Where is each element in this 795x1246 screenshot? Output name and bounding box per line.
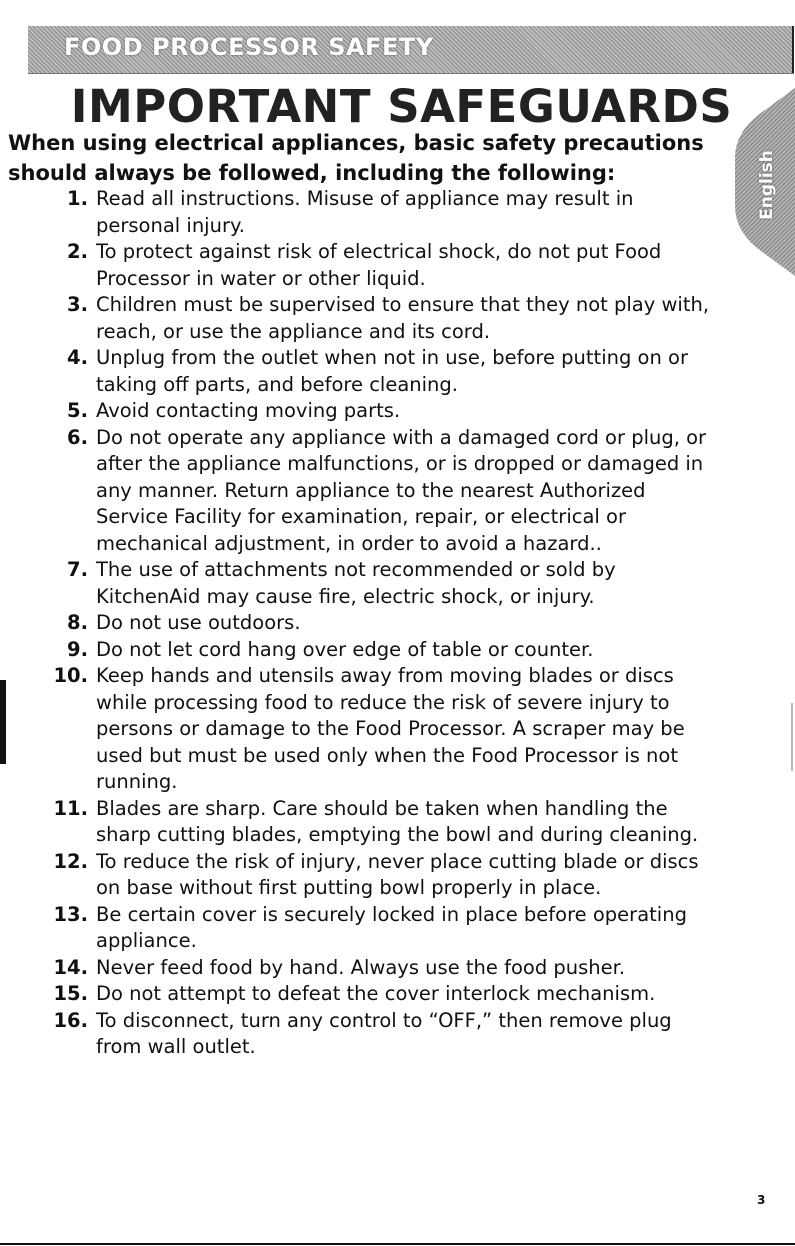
safeguard-item xyxy=(0,1008,795,1061)
safeguard-number: 15. xyxy=(53,982,88,1005)
margin-marker-right xyxy=(791,703,793,771)
safeguard-item xyxy=(0,610,795,637)
safeguard-text: To reduce the risk of injury, never place cutting blade or discs on base without first putting bowl properly in place. xyxy=(96,849,699,899)
safeguard-text: To disconnect, turn any control to “OFF,” then remove plug from wall outlet. xyxy=(96,1008,672,1058)
safeguard-number: 9. xyxy=(67,637,88,661)
safeguard-number: 11. xyxy=(53,796,88,820)
safeguard-number: 3. xyxy=(67,293,88,316)
safeguard-number: 4. xyxy=(67,346,88,369)
section-banner-title: FOOD PROCESSOR SAFETY xyxy=(64,33,434,61)
safeguard-number: 7. xyxy=(67,558,88,581)
safeguard-item xyxy=(0,955,795,982)
safeguard-item xyxy=(0,239,795,292)
safeguard-item xyxy=(0,902,795,955)
safeguard-item xyxy=(0,663,795,796)
safeguard-item xyxy=(0,796,795,849)
safeguard-number: 12. xyxy=(53,849,88,873)
safeguard-item xyxy=(0,637,795,664)
safeguard-number: 10. xyxy=(53,664,88,687)
safeguard-number: 6. xyxy=(67,425,88,449)
safeguard-text: Do not use outdoors. xyxy=(96,611,301,634)
margin-marker xyxy=(0,680,6,764)
safeguard-text: Be certain cover is securely locked in place before operating appliance. xyxy=(96,902,687,952)
safeguard-text: Do not let cord hang over edge of table or counter. xyxy=(96,637,594,661)
intro-text: When using electrical appliances, basic safety precautions should always be followed, including the following: xyxy=(8,131,704,185)
safeguard-item xyxy=(0,398,795,425)
safeguard-text: Unplug from the outlet when not in use, before putting on or taking off parts, and before cleaning. xyxy=(96,346,688,396)
safeguard-item xyxy=(0,292,795,345)
safeguard-number: 16. xyxy=(53,1008,88,1032)
safeguard-number: 2. xyxy=(67,240,88,263)
safeguard-text: Read all instructions. Misuse of appliance may result in personal injury. xyxy=(96,187,634,237)
safeguard-number: 13. xyxy=(53,902,88,926)
banner-edge-rule xyxy=(792,26,794,73)
section-banner xyxy=(28,26,794,74)
safeguard-text: The use of attachments not recommended or sold by KitchenAid may cause fire, electric shock, or injury. xyxy=(96,558,616,608)
safeguard-list xyxy=(0,186,795,1061)
safeguard-item xyxy=(0,345,795,398)
safeguard-text: Blades are sharp. Care should be taken when handling the sharp cutting blades, emptying the bowl and during cleaning. xyxy=(96,796,699,846)
safeguard-text: Keep hands and utensils away from moving blades or discs while processing food to reduce the risk of severe injury to persons or damage to the Food Processor. A scraper may be used but must be used only when the Food Processor is not running. xyxy=(96,664,685,793)
safeguard-number: 8. xyxy=(67,611,88,634)
safeguard-item xyxy=(0,186,795,239)
safeguard-item xyxy=(0,557,795,610)
safeguard-item xyxy=(0,425,795,558)
safeguard-text: Never feed food by hand. Always use the food pusher. xyxy=(96,955,626,979)
bottom-rule xyxy=(0,1243,795,1245)
language-tab-label: English xyxy=(757,150,778,220)
safeguard-text: Children must be supervised to ensure that they not play with, reach, or use the appliance and its cord. xyxy=(96,293,710,343)
safeguard-text: To protect against risk of electrical shock, do not put Food Processor in water or other liquid. xyxy=(96,240,662,290)
safeguard-text: Avoid contacting moving parts. xyxy=(96,399,401,422)
safeguard-number: 5. xyxy=(67,399,88,422)
safeguard-text: Do not operate any appliance with a damaged cord or plug, or after the appliance malfunctions, or is dropped or damaged in any manner. Return appliance to the nearest Authorized Service Facility for examination, repair, or electrical or mechanical adjustment, in order to avoid a hazard.. xyxy=(96,425,707,555)
safeguard-text: Do not attempt to defeat the cover interlock mechanism. xyxy=(96,982,656,1005)
safeguard-item xyxy=(0,981,795,1008)
page-title: IMPORTANT SAFEGUARDS xyxy=(70,80,733,133)
safeguard-number: 1. xyxy=(67,187,88,210)
page-number: 3 xyxy=(757,1193,766,1207)
safeguard-number: 14. xyxy=(53,955,88,979)
safeguard-item xyxy=(0,849,795,902)
